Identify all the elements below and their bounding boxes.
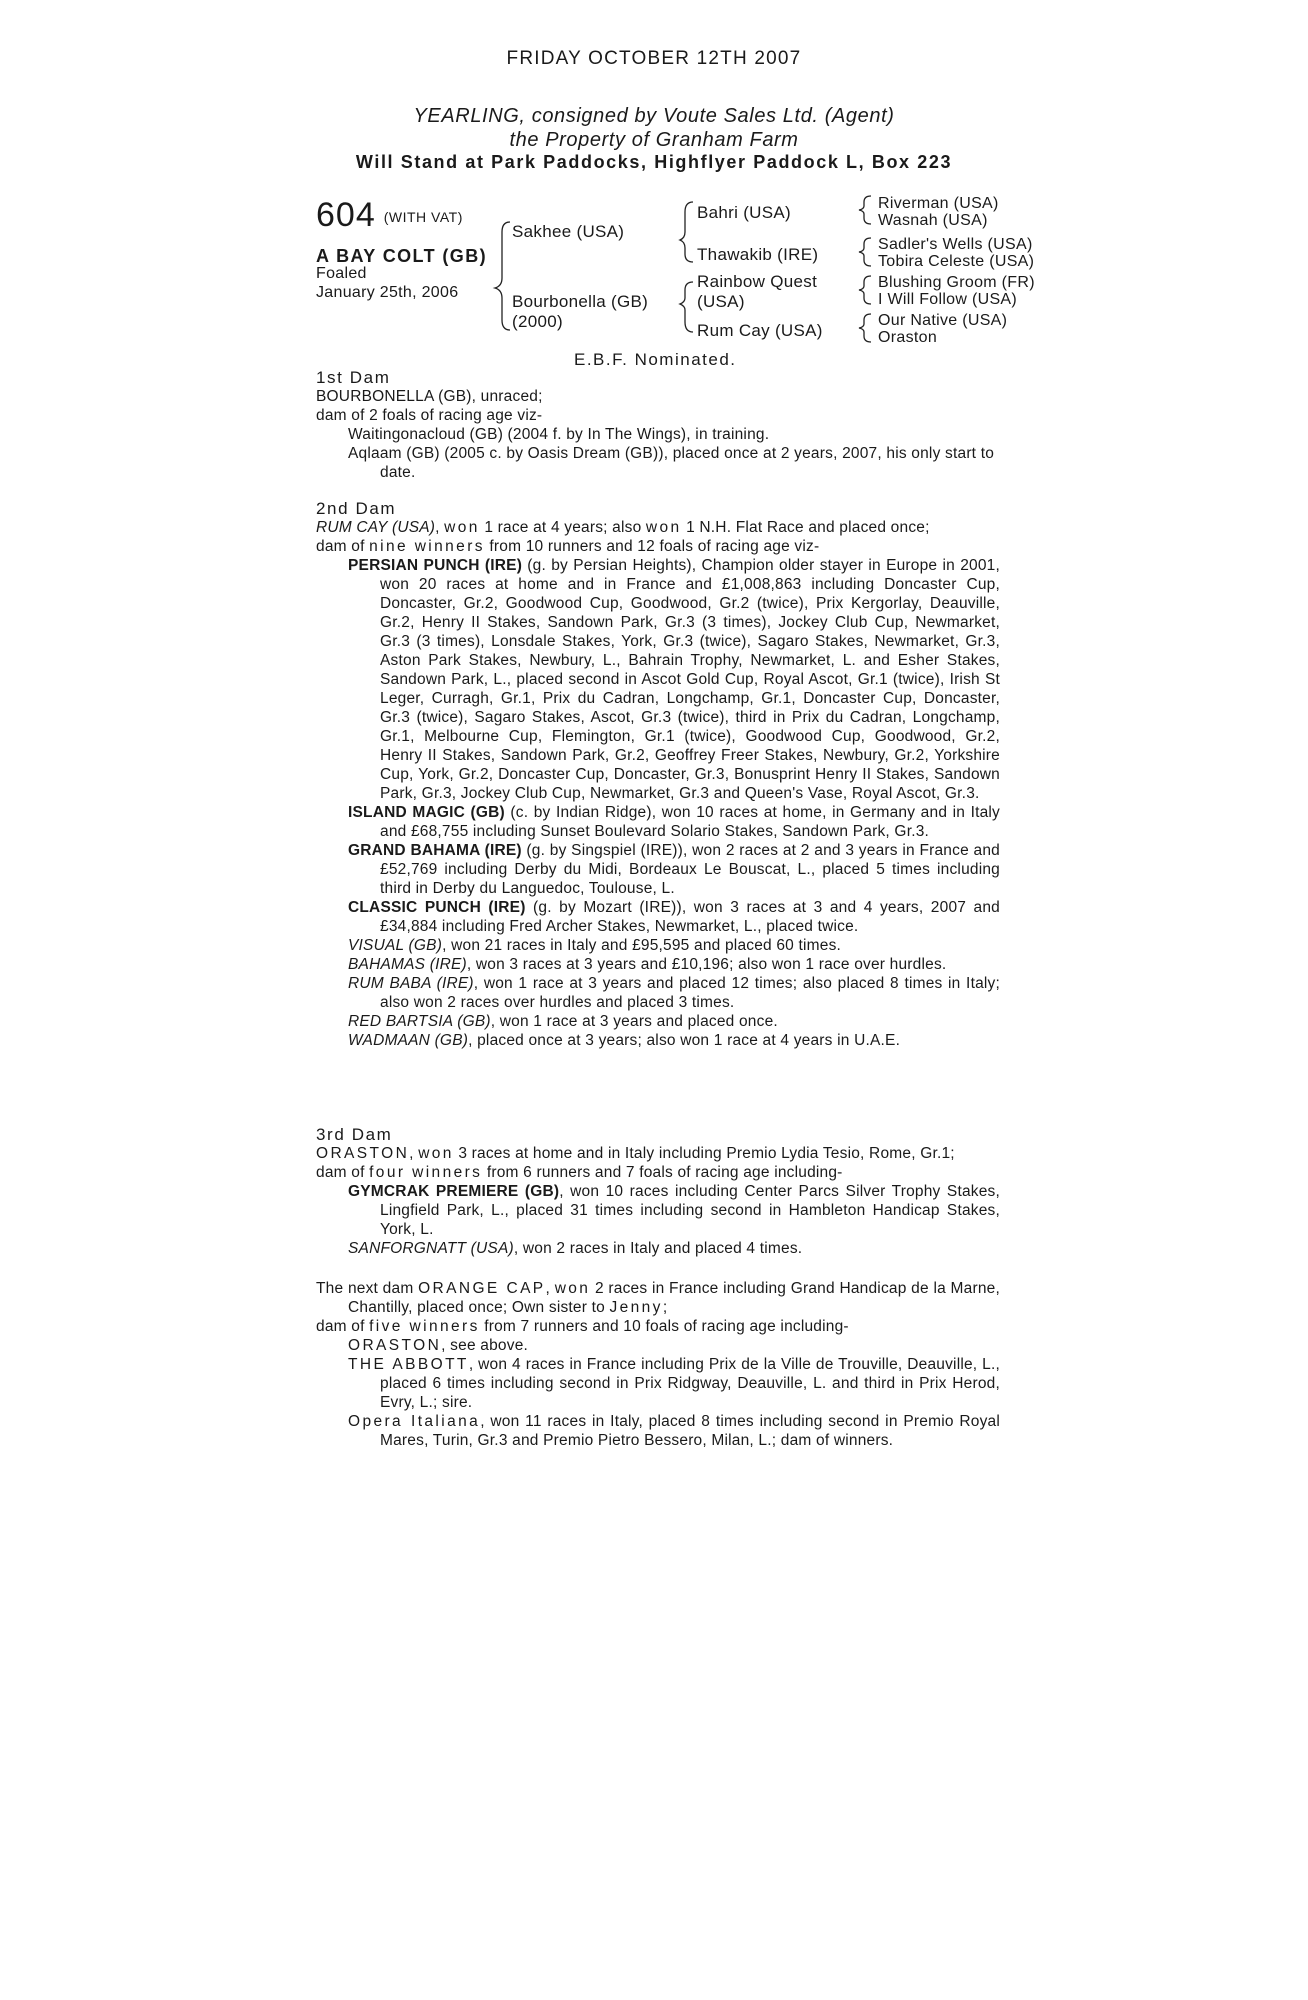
stand-location: Will Stand at Park Paddocks, Highflyer Paddock L, Box 223 [355,152,953,172]
text: , [545,1280,555,1297]
produce-entry [316,955,1000,974]
produce-record: , won 2 races in Italy and placed 4 times. [513,1240,803,1257]
horse-name: SANFORGNATT (USA) [348,1240,514,1257]
dam-line: BOURBONELLA (GB), unraced; [316,388,543,405]
horse-name: Opera Italiana [348,1413,481,1430]
produce-record: , won 3 races at 3 years and £10,196; also won 1 race over hurdles. [466,956,947,973]
dam-line [316,1279,1000,1317]
dam-sire [697,272,817,312]
won-text: won [554,1280,591,1297]
produce-record: , won 10 races including Center Parcs Silver Trophy Stakes, Lingfield Park, L., placed 31 times including second in Hambleton Handicap Stakes, York, L. [380,1183,1000,1238]
dam-line: ORASTON, won 3 races at home and in Italy including Premio Lydia Tesio, Rome, Gr.1; [316,1145,955,1162]
produce-record: , won 21 races in Italy and £95,595 and placed 60 times. [442,937,842,954]
produce-entry: Waitingonacloud (GB) (2004 f. by In The Wings), in training. [348,426,770,443]
horse-name: GYMCRAK PREMIERE (GB) [348,1183,560,1200]
dam-produce-line [316,537,1000,556]
gen3-group-1 [878,195,999,229]
gen3-sds: Sadler's Wells (USA) [878,236,1033,253]
gen3-dsd: I Will Follow (USA) [878,291,1018,308]
gen3-group-4 [878,312,1007,346]
first-dam-section [316,368,1000,482]
horse-name: ISLAND MAGIC (GB) [348,804,505,821]
produce-record: , won 4 races in France including Prix de la Ville de Trouville, Deauville, L., placed 6 times including second in Prix Ridgway, Deauville, L. and third in Prix Herod, Evry, L.; sire. [380,1356,1000,1411]
produce-entry [316,1412,1000,1450]
horse-name: BAHAMAS (IRE) [348,956,467,973]
sire-dam: Thawakib (IRE) [697,245,819,264]
gen3-group-2 [878,236,1034,270]
dam-sire-name: Rainbow Quest [697,272,818,291]
section-heading: 2nd Dam [316,499,397,518]
section-heading: 1st Dam [316,368,391,387]
produce-record: (g. by Persian Heights), Champion older stayer in Europe in 2001, won 20 races at home and in France and £1,008,863 including Doncaster Cup, Doncaster, Gr.2, Goodwood Cup, Goodwood, Gr.2 (twice), Prix Kergorlay, Deauville, Gr.2, Henry II Stakes, Sandown Park, Gr.3 (3 times), Jockey Club Cup, Newmarket, Gr.3 (3 times), Lonsdale Stakes, York, Gr.3 (twice), Sagaro Stakes, Newmarket, Gr.3, Aston Park Stakes, Newbury, L., Bahrain Trophy, Newmarket, L. and Esher Stakes, Sandown Park, L., placed second in Ascot Gold Cup, Royal Ascot, Gr.1 (twice), Irish St Leger, Curragh, Gr.1, Prix du Cadran, Longchamp, Gr.1, Doncaster Cup, Doncaster, Gr.3 (twice), Sagaro Stakes, Ascot, Gr.3 (twice), third in Prix du Cadran, Longchamp, Gr.1, Melbourne Cup, Flemington, Gr.1 (twice), Goodwood Cup, Goodwood, Gr.2, Henry II Stakes, Sandown Park, Gr.2, Geoffrey Freer Stakes, Newbury, Gr.2, Yorkshire Cup, York, Gr.2, Doncaster Cup, Doncaster, Gr.3, Bonusprint Henry II Stakes, Sandown Park, Gr.3, Jockey Club Cup, Newmarket, Gr.3 and Queen's Vase, Royal Ascot, Gr.3. [380,557,1000,802]
won-text: won [645,519,682,536]
text: dam of [316,538,370,555]
produce-entry [316,1239,1000,1258]
gen3-dss: Blushing Groom (FR) [878,274,1035,291]
sale-date: FRIDAY OCTOBER 12TH 2007 [506,48,802,69]
produce-entry [316,1336,1000,1355]
dam-name: Bourbonella (GB) [512,292,649,311]
third-dam-section [316,1125,1000,1258]
pedigree-braces [0,0,1308,380]
dam-year: (2000) [512,312,563,331]
consignor-line: YEARLING, consigned by Voute Sales Ltd. (Agent) [413,105,895,127]
horse-name: RUM BABA (IRE) [348,975,474,992]
winners-count: four winners [369,1164,483,1181]
ebf-note: E.B.F. Nominated. [574,350,737,369]
produce-record: (g. by Singspiel (IRE)), won 2 races at 2 and 3 years in France and £52,769 including Derby du Midi, Bordeaux Le Bouscat, L., placed 5 times including third in Derby du Languedoc, Toulouse, L. [380,842,1000,897]
winners-count: nine winners [369,538,485,555]
produce-entry [316,936,1000,955]
produce-record: , won 11 races in Italy, placed 8 times including second in Premio Royal Mares, Turin, Gr.3 and Premio Pietro Bessero, Milan, L.; dam of winners. [380,1413,1001,1449]
dam-produce-line: dam of 2 foals of racing age viz- [316,407,543,424]
horse-name: GRAND BAHAMA (IRE) [348,842,522,859]
horse-name: VISUAL (GB) [348,937,443,954]
produce-record: , won 1 race at 3 years and placed once. [490,1013,778,1030]
text: dam of [316,1318,370,1335]
record-text: 1 N.H. Flat Race and placed once; [681,519,930,536]
produce-entry [316,1031,1000,1050]
text: ; [662,1299,668,1316]
gen3-sss: Riverman (USA) [878,195,999,212]
dam-dam: Rum Cay (USA) [697,321,823,340]
foaled-label: Foaled [316,265,367,282]
vat-note: (WITH VAT) [383,209,463,225]
text: from 10 runners and 12 foals of racing age viz- [484,538,820,555]
produce-entry [316,1355,1000,1412]
sire-sire: Bahri (USA) [697,203,791,222]
horse-name: PERSIAN PUNCH (IRE) [348,557,523,574]
winners-count: five winners [369,1318,480,1335]
won-text: won [444,519,480,536]
next-dam-section [316,1279,1000,1450]
produce-record: (c. by Indian Ridge), won 10 races at home, in Germany and in Italy and £68,755 including Sunset Boulevard Solario Stakes, Sandown Park, Gr.3. [380,804,1000,840]
dam-sire-country: (USA) [697,292,745,311]
won-text: won [418,1145,454,1162]
text: from 6 runners and 7 foals of racing age including- [482,1164,843,1181]
horse-name: CLASSIC PUNCH (IRE) [348,899,526,916]
produce-record: , won 1 race at 3 years and placed 12 times; also placed 8 times in Italy; also won 2 races over hurdles and placed 3 times. [380,975,1000,1011]
record-text: 1 race at 4 years; also [479,519,646,536]
gen3-ssd: Wasnah (USA) [878,212,988,229]
second-dam-section [316,499,1000,1050]
produce-record: (g. by Mozart (IRE)), won 3 races at 3 and 4 years, 2007 and £34,884 including Fred Archer Stakes, Newmarket, L., placed twice. [380,899,1000,935]
dam-name: ORASTON [316,1145,410,1162]
horse-name: WADMAAN (GB) [348,1032,469,1049]
produce-entry [316,803,1000,841]
produce-record: , see above. [441,1337,529,1354]
horse-name: THE ABBOTT [348,1356,469,1373]
sister-name: Jenny [609,1299,663,1316]
record-text: 2 races in France including Grand Handicap de la Marne, Chantilly, placed once; Own sister to [348,1280,1000,1316]
produce-entry [316,556,1000,803]
dam-name: ORANGE CAP [418,1280,546,1297]
section-heading: 3rd Dam [316,1125,393,1144]
text: dam of [316,1164,370,1181]
dam-produce-line [316,1317,1000,1336]
gen3-dds: Our Native (USA) [878,312,1008,329]
record-text: 3 races at home and in Italy including Premio Lydia Tesio, Rome, Gr.1; [453,1145,955,1162]
produce-entry [316,841,1000,898]
dam-line: RUM CAY (USA), won 1 race at 4 years; also won 1 N.H. Flat Race and placed once; [316,519,930,536]
lot-number-value: 604 [316,196,376,234]
property-line: the Property of Granham Farm [509,129,799,151]
horse-name: ORASTON [348,1337,442,1354]
text: The next dam [316,1280,419,1297]
horse-description: A BAY COLT (GB) [316,246,488,266]
gen3-sdd: Tobira Celeste (USA) [878,253,1035,270]
produce-entry [316,898,1000,936]
gen3-group-3 [878,274,1035,308]
text: from 7 runners and 10 foals of racing age including- [479,1318,849,1335]
produce-record: , placed once at 3 years; also won 1 race at 4 years in U.A.E. [468,1032,901,1049]
produce-entry [316,1182,1000,1239]
horse-name: RED BARTSIA (GB) [348,1013,491,1030]
foaled-date: January 25th, 2006 [316,284,459,301]
gen3-ddd: Oraston [878,329,938,346]
sire: Sakhee (USA) [512,222,625,241]
produce-entry [316,974,1000,1012]
produce-entry [316,1012,1000,1031]
produce-entry: Aqlaam (GB) (2005 c. by Oasis Dream (GB)), placed once at 2 years, 2007, his only start to date. [348,445,995,481]
dam-name: RUM CAY (USA) [316,519,436,536]
dam [512,292,648,332]
dam-produce-line [316,1163,1000,1182]
